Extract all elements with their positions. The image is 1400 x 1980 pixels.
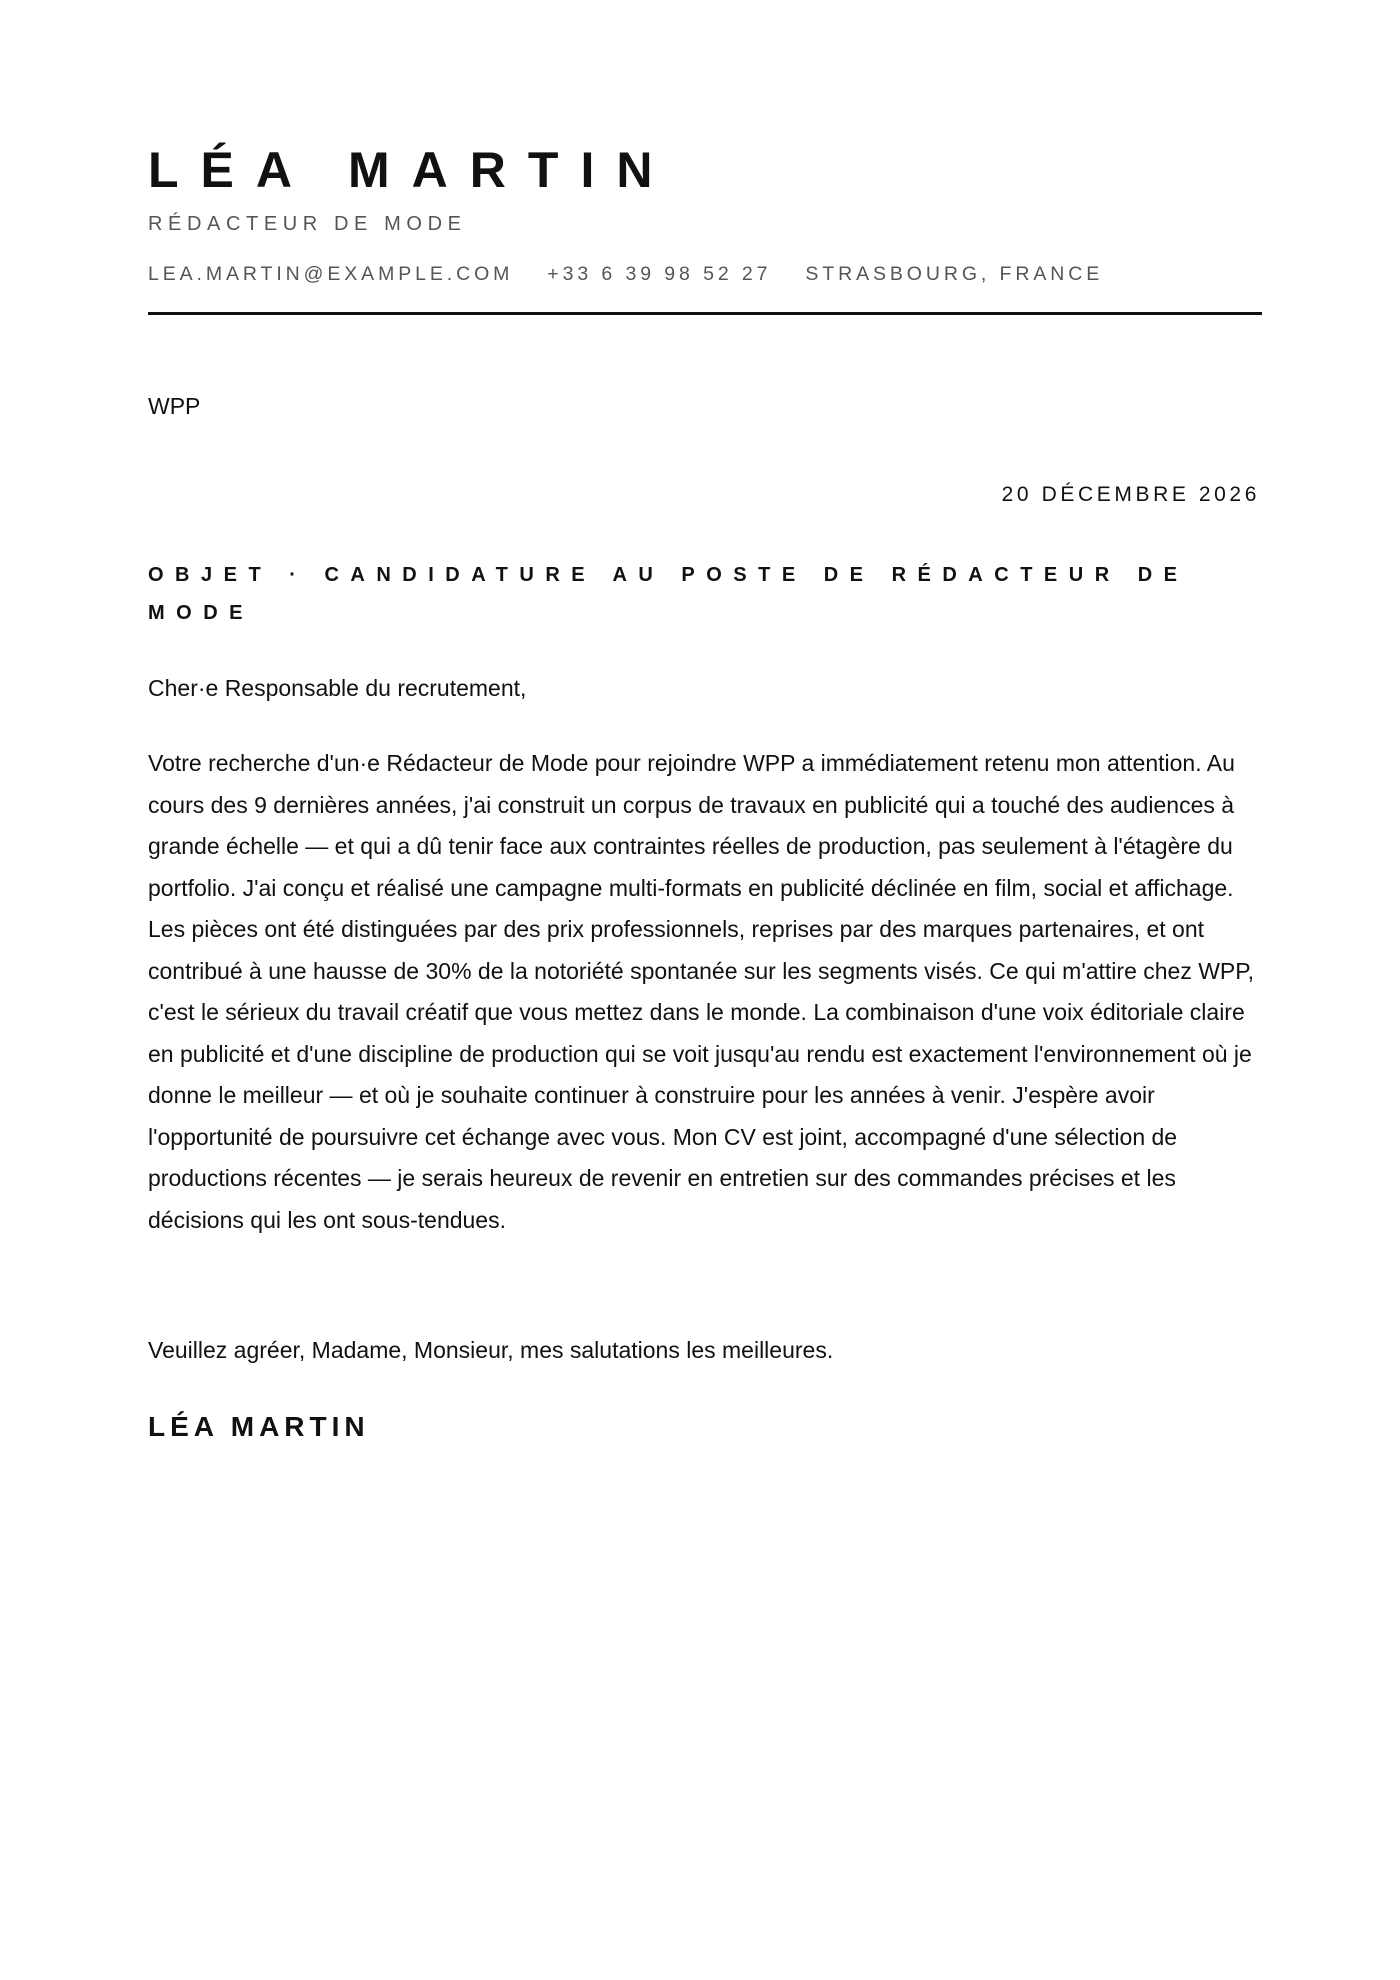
contact-phone: +33 6 39 98 52 27 bbox=[547, 263, 772, 285]
letter-greeting: Cher·e Responsable du recrutement, bbox=[148, 675, 527, 701]
signature-name: LÉA MARTIN bbox=[148, 1411, 370, 1442]
contact-line bbox=[148, 262, 1103, 286]
letter-closing: Veuillez agréer, Madame, Monsieur, mes salutations les meilleures. bbox=[148, 1337, 834, 1363]
contact-location: STRASBOURG, FRANCE bbox=[805, 263, 1104, 285]
recipient-company: WPP bbox=[148, 393, 201, 419]
letter-date: 20 DÉCEMBRE 2026 bbox=[1001, 483, 1260, 506]
header-divider bbox=[148, 312, 1262, 315]
contact-email: LEA.MARTIN@EXAMPLE.COM bbox=[148, 263, 514, 285]
letter-body: Votre recherche d'un·e Rédacteur de Mode pour rejoindre WPP a immédiatement retenu mon attention. Au cours des 9 dernières années, j'ai construit un corpus de travaux en publicité qui a touché des audiences à grande échelle — et qui a dû tenir face aux contraintes réelles de production, pas seulement à l'étagère du portfolio. J'ai conçu et réalisé une campagne multi-formats en publicité déclinée en film, social et affichage. Les pièces ont été distinguées par des prix professionnels, reprises par des marques partenaires, et ont contribué à une hausse de 30% de la notoriété spontanée sur les segments visés. Ce qui m'attire chez WPP, c'est le sérieux du travail créatif que vous mettez dans le monde. La combinaison d'une voix éditoriale claire en publicité et d'une discipline de production qui se voit jusqu'au rendu est exactement l'environnement où je donne le meilleur — et où je souhaite continuer à construire pour les années à venir. J'espère avoir l'opportunité de poursuivre cet échange avec vous. Mon CV est joint, accompagné d'une sélection de productions récentes — je serais heureux de revenir en entretien sur des commandes précises et les décisions qui les ont sous-tendues. bbox=[148, 750, 1255, 1233]
applicant-name: LÉA MARTIN bbox=[148, 142, 675, 198]
letter-subject: OBJET · CANDIDATURE AU POSTE DE RÉDACTEUR DE MODE bbox=[148, 564, 1189, 624]
applicant-role: RÉDACTEUR DE MODE bbox=[148, 213, 467, 235]
